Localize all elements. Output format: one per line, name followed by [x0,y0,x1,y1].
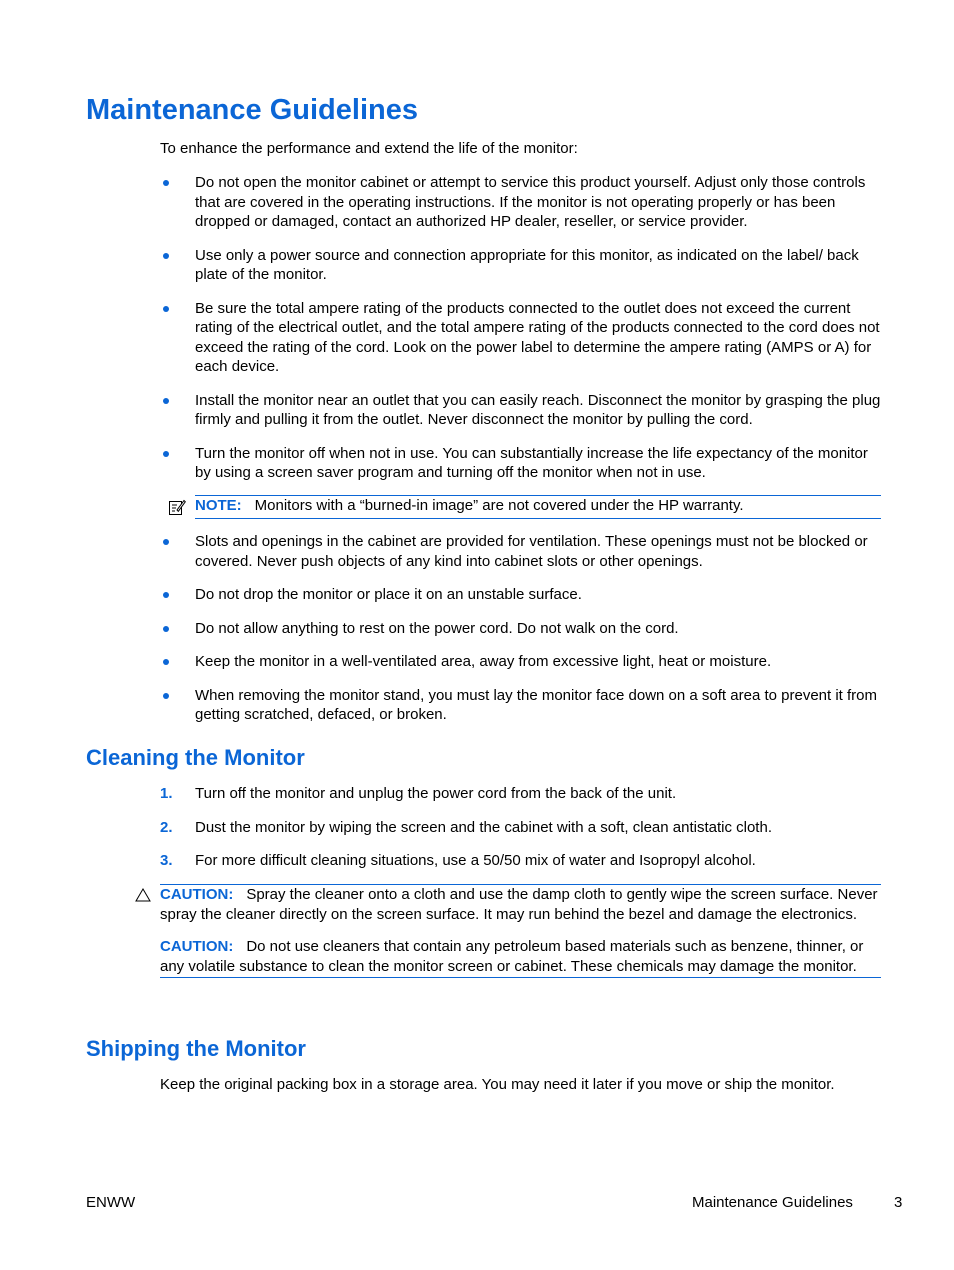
bullet-icon [163,306,169,312]
warning-triangle-icon [135,888,151,902]
note-icon [168,498,186,516]
bullet-icon [163,659,169,665]
caution-label: CAUTION: [160,886,234,903]
bullet-icon [163,693,169,699]
cleaning-steps [160,784,882,885]
step-number: 2. [160,818,173,836]
bullet-icon [163,626,169,632]
note-box [195,495,881,519]
list-item: Be sure the total ampere rating of the products connected to the outlet does not exceed the current rating of the electrical outlet, and the total ampere rating of the products connected to the cord does not exceed the rating of the cord. Look on the power label to determine the ampere rating (AMPS or A) for each device. [160,299,882,377]
page-number: 3 [894,1194,903,1211]
list-item: Use only a power source and connection appropriate for this monitor, as indicated on the label/ back plate of the monitor. [160,246,882,285]
caution-box [160,884,881,978]
caution-label: CAUTION: [160,938,234,955]
caution-paragraph: CAUTION: Spray the cleaner onto a cloth and use the damp cloth to gently wipe the screen surface. Never spray the cleaner directly on the screen surface. It may run behind the bezel and damage the electronics. [160,886,878,923]
note-label: NOTE: [195,497,242,514]
bullet-icon [163,539,169,545]
bullet-icon [163,451,169,457]
step-number: 3. [160,852,173,869]
list-item: Do not open the monitor cabinet or attempt to service this product yourself. Adjust only those controls that are covered in the operating instructions. If the monitor is not operating properly or has been dropped or damaged, contact an authorized HP dealer, reseller, or service provider. [160,173,882,232]
caution-paragraph: CAUTION: Do not use cleaners that contain any petroleum based materials such as benzene, thinner, or any volatile substance to clean the monitor screen or cabinet. These chemicals may damage the monitor. [160,938,864,975]
page-title: Maintenance Guidelines [86,94,418,126]
intro-text: To enhance the performance and extend the life of the monitor: [160,140,578,157]
list-item: Keep the monitor in a well-ventilated area, away from excessive light, heat or moisture. [160,652,882,672]
note-text: Monitors with a “burned-in image” are not covered under the HP warranty. [254,497,744,514]
list-item: Do not allow anything to rest on the power cord. Do not walk on the cord. [160,619,882,639]
bullet-icon [163,592,169,598]
list-item: Turn the monitor off when not in use. You can substantially increase the life expectancy of the monitor by using a screen saver program and turning off the monitor when not in use. [160,444,882,483]
step-item: 3. For more difficult cleaning situations, use a 50/50 mix of water and Isopropyl alcohol. [160,852,756,869]
list-item: Slots and openings in the cabinet are provided for ventilation. These openings must not be blocked or covered. Never push objects of any kind into cabinet slots or other openings. [160,532,882,571]
list-item: Install the monitor near an outlet that you can easily reach. Disconnect the monitor by grasping the plug firmly and pulling it from the outlet. Never disconnect the monitor by pulling the cord. [160,391,882,430]
list-item: When removing the monitor stand, you must lay the monitor face down on a soft area to prevent it from getting scratched, defaced, or broken. [160,686,882,725]
cleaning-heading: Cleaning the Monitor [86,745,305,770]
guidelines-list-b [160,532,882,739]
footer-left: ENWW [86,1194,136,1211]
bullet-icon [163,180,169,186]
list-item: Do not drop the monitor or place it on an unstable surface. [160,585,882,605]
bullet-icon [163,398,169,404]
step-number: 1. [160,785,173,802]
bullet-icon [163,253,169,259]
step-item: 1. Turn off the monitor and unplug the power cord from the back of the unit. [160,785,677,802]
footer-section: Maintenance Guidelines [692,1194,853,1211]
guidelines-list-a [160,173,882,497]
shipping-text: Keep the original packing box in a storage area. You may need it later if you move or ship the monitor. [160,1076,835,1093]
step-item: 2. Dust the monitor by wiping the screen and the cabinet with a soft, clean antistatic cloth. [160,818,772,836]
shipping-heading: Shipping the Monitor [86,1036,306,1061]
